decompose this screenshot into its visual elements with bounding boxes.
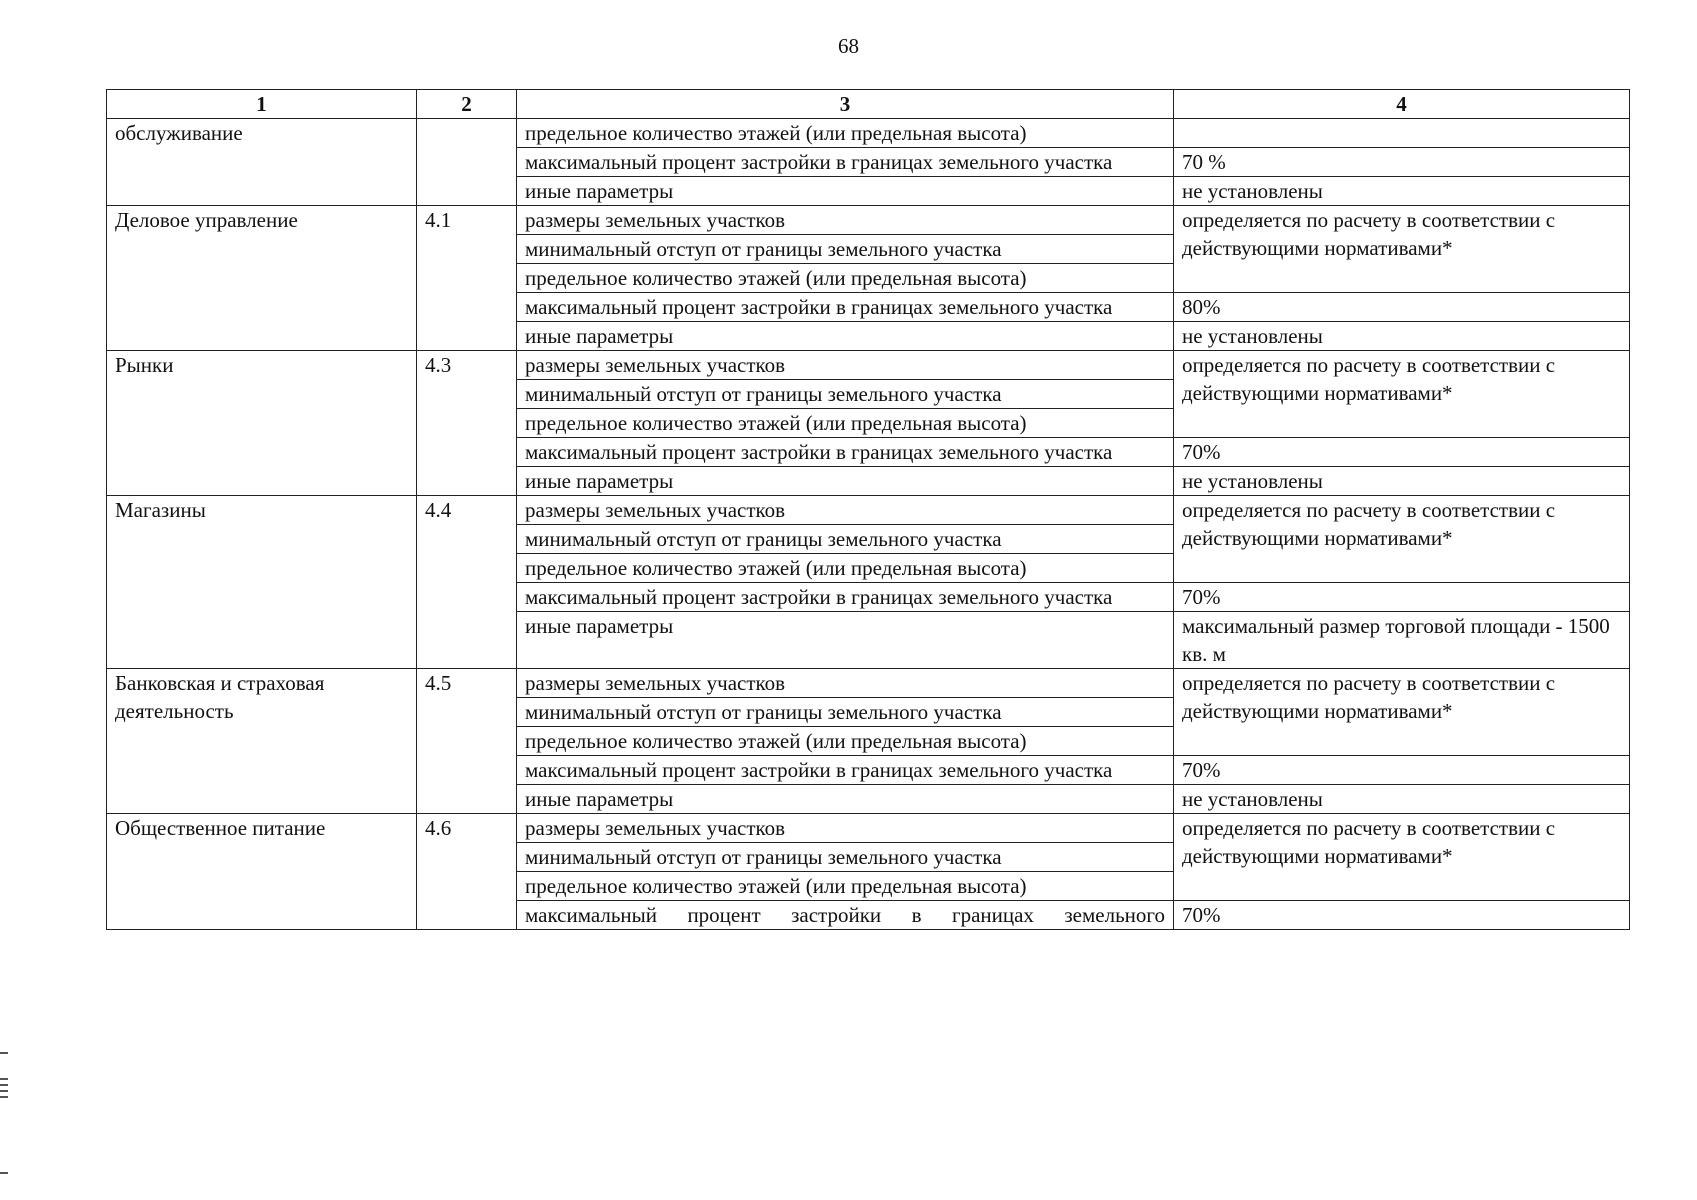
value-cell: 70% xyxy=(1174,583,1630,612)
param-cell: максимальный процент застройки в границах земельного участка xyxy=(517,148,1174,177)
param-cell: минимальный отступ от границы земельного участка xyxy=(517,380,1174,409)
land-use-name: Деловое управление xyxy=(107,206,417,351)
value-cell xyxy=(1174,119,1630,148)
land-use-name: Магазины xyxy=(107,496,417,669)
value-cell: определяется по расчету в соответствии с действующими нормативами* xyxy=(1174,669,1630,756)
land-use-code xyxy=(417,119,517,206)
value-cell: 70 % xyxy=(1174,148,1630,177)
value-cell: 70% xyxy=(1174,438,1630,467)
table-row xyxy=(107,669,1630,698)
param-cell: максимальный процент застройки в границах земельного участка xyxy=(517,293,1174,322)
land-use-name: Рынки xyxy=(107,351,417,496)
scan-mark xyxy=(0,1172,8,1174)
param-cell: максимальный процент застройки в границах земельного участка xyxy=(517,438,1174,467)
land-use-code: 4.6 xyxy=(417,814,517,930)
value-cell: определяется по расчету в соответствии с действующими нормативами* xyxy=(1174,814,1630,901)
value-cell: 70% xyxy=(1174,901,1630,930)
header-cell: 4 xyxy=(1174,90,1630,119)
land-use-name: Банковская и страховая деятельность xyxy=(107,669,417,814)
land-use-code: 4.1 xyxy=(417,206,517,351)
param-cell: предельное количество этажей (или предельная высота) xyxy=(517,409,1174,438)
land-use-code: 4.3 xyxy=(417,351,517,496)
value-cell: максимальный размер торговой площади - 1500 кв. м xyxy=(1174,612,1630,669)
param-cell: иные параметры xyxy=(517,177,1174,206)
param-cell: размеры земельных участков xyxy=(517,351,1174,380)
param-cell: размеры земельных участков xyxy=(517,496,1174,525)
param-cell: минимальный отступ от границы земельного участка xyxy=(517,843,1174,872)
scan-mark xyxy=(0,1052,8,1054)
param-cell: максимальный процент застройки в границах земельного участка xyxy=(517,756,1174,785)
param-cell: максимальный процент застройки в границах земельного участка xyxy=(517,583,1174,612)
land-use-code: 4.5 xyxy=(417,669,517,814)
page-number: 68 xyxy=(838,34,859,58)
header-row xyxy=(107,90,1630,119)
param-cell: минимальный отступ от границы земельного участка xyxy=(517,235,1174,264)
param-cell: предельное количество этажей (или предельная высота) xyxy=(517,264,1174,293)
regulations-table xyxy=(106,89,1630,930)
param-cell: размеры земельных участков xyxy=(517,814,1174,843)
header-cell: 1 xyxy=(107,90,417,119)
table-row xyxy=(107,119,1630,148)
param-cell: минимальный отступ от границы земельного участка xyxy=(517,698,1174,727)
param-cell: предельное количество этажей (или предельная высота) xyxy=(517,554,1174,583)
param-cell: предельное количество этажей (или предельная высота) xyxy=(517,119,1174,148)
table-row xyxy=(107,351,1630,380)
header-cell: 2 xyxy=(417,90,517,119)
value-cell: определяется по расчету в соответствии с действующими нормативами* xyxy=(1174,496,1630,583)
value-cell: не установлены xyxy=(1174,177,1630,206)
land-use-name: Общественное питание xyxy=(107,814,417,930)
value-cell: 80% xyxy=(1174,293,1630,322)
param-cell: максимальный процент застройки в границах земельного xyxy=(517,901,1174,930)
scan-mark xyxy=(0,1084,8,1086)
scan-mark xyxy=(0,1078,8,1080)
param-cell: иные параметры xyxy=(517,785,1174,814)
land-use-code: 4.4 xyxy=(417,496,517,669)
scan-mark xyxy=(0,1090,8,1092)
value-cell: не установлены xyxy=(1174,785,1630,814)
param-cell: иные параметры xyxy=(517,322,1174,351)
value-cell: 70% xyxy=(1174,756,1630,785)
value-cell: определяется по расчету в соответствии с действующими нормативами* xyxy=(1174,206,1630,293)
land-use-name: обслуживание xyxy=(107,119,417,206)
value-cell: определяется по расчету в соответствии с действующими нормативами* xyxy=(1174,351,1630,438)
param-cell: иные параметры xyxy=(517,612,1174,669)
param-cell: предельное количество этажей (или предельная высота) xyxy=(517,727,1174,756)
table-row xyxy=(107,496,1630,525)
param-cell: размеры земельных участков xyxy=(517,206,1174,235)
scan-mark xyxy=(0,1096,8,1098)
value-cell: не установлены xyxy=(1174,322,1630,351)
param-cell: минимальный отступ от границы земельного участка xyxy=(517,525,1174,554)
table-row xyxy=(107,814,1630,843)
param-cell: иные параметры xyxy=(517,467,1174,496)
table-row xyxy=(107,206,1630,235)
param-cell: размеры земельных участков xyxy=(517,669,1174,698)
header-cell: 3 xyxy=(517,90,1174,119)
param-cell: предельное количество этажей (или предельная высота) xyxy=(517,872,1174,901)
value-cell: не установлены xyxy=(1174,467,1630,496)
